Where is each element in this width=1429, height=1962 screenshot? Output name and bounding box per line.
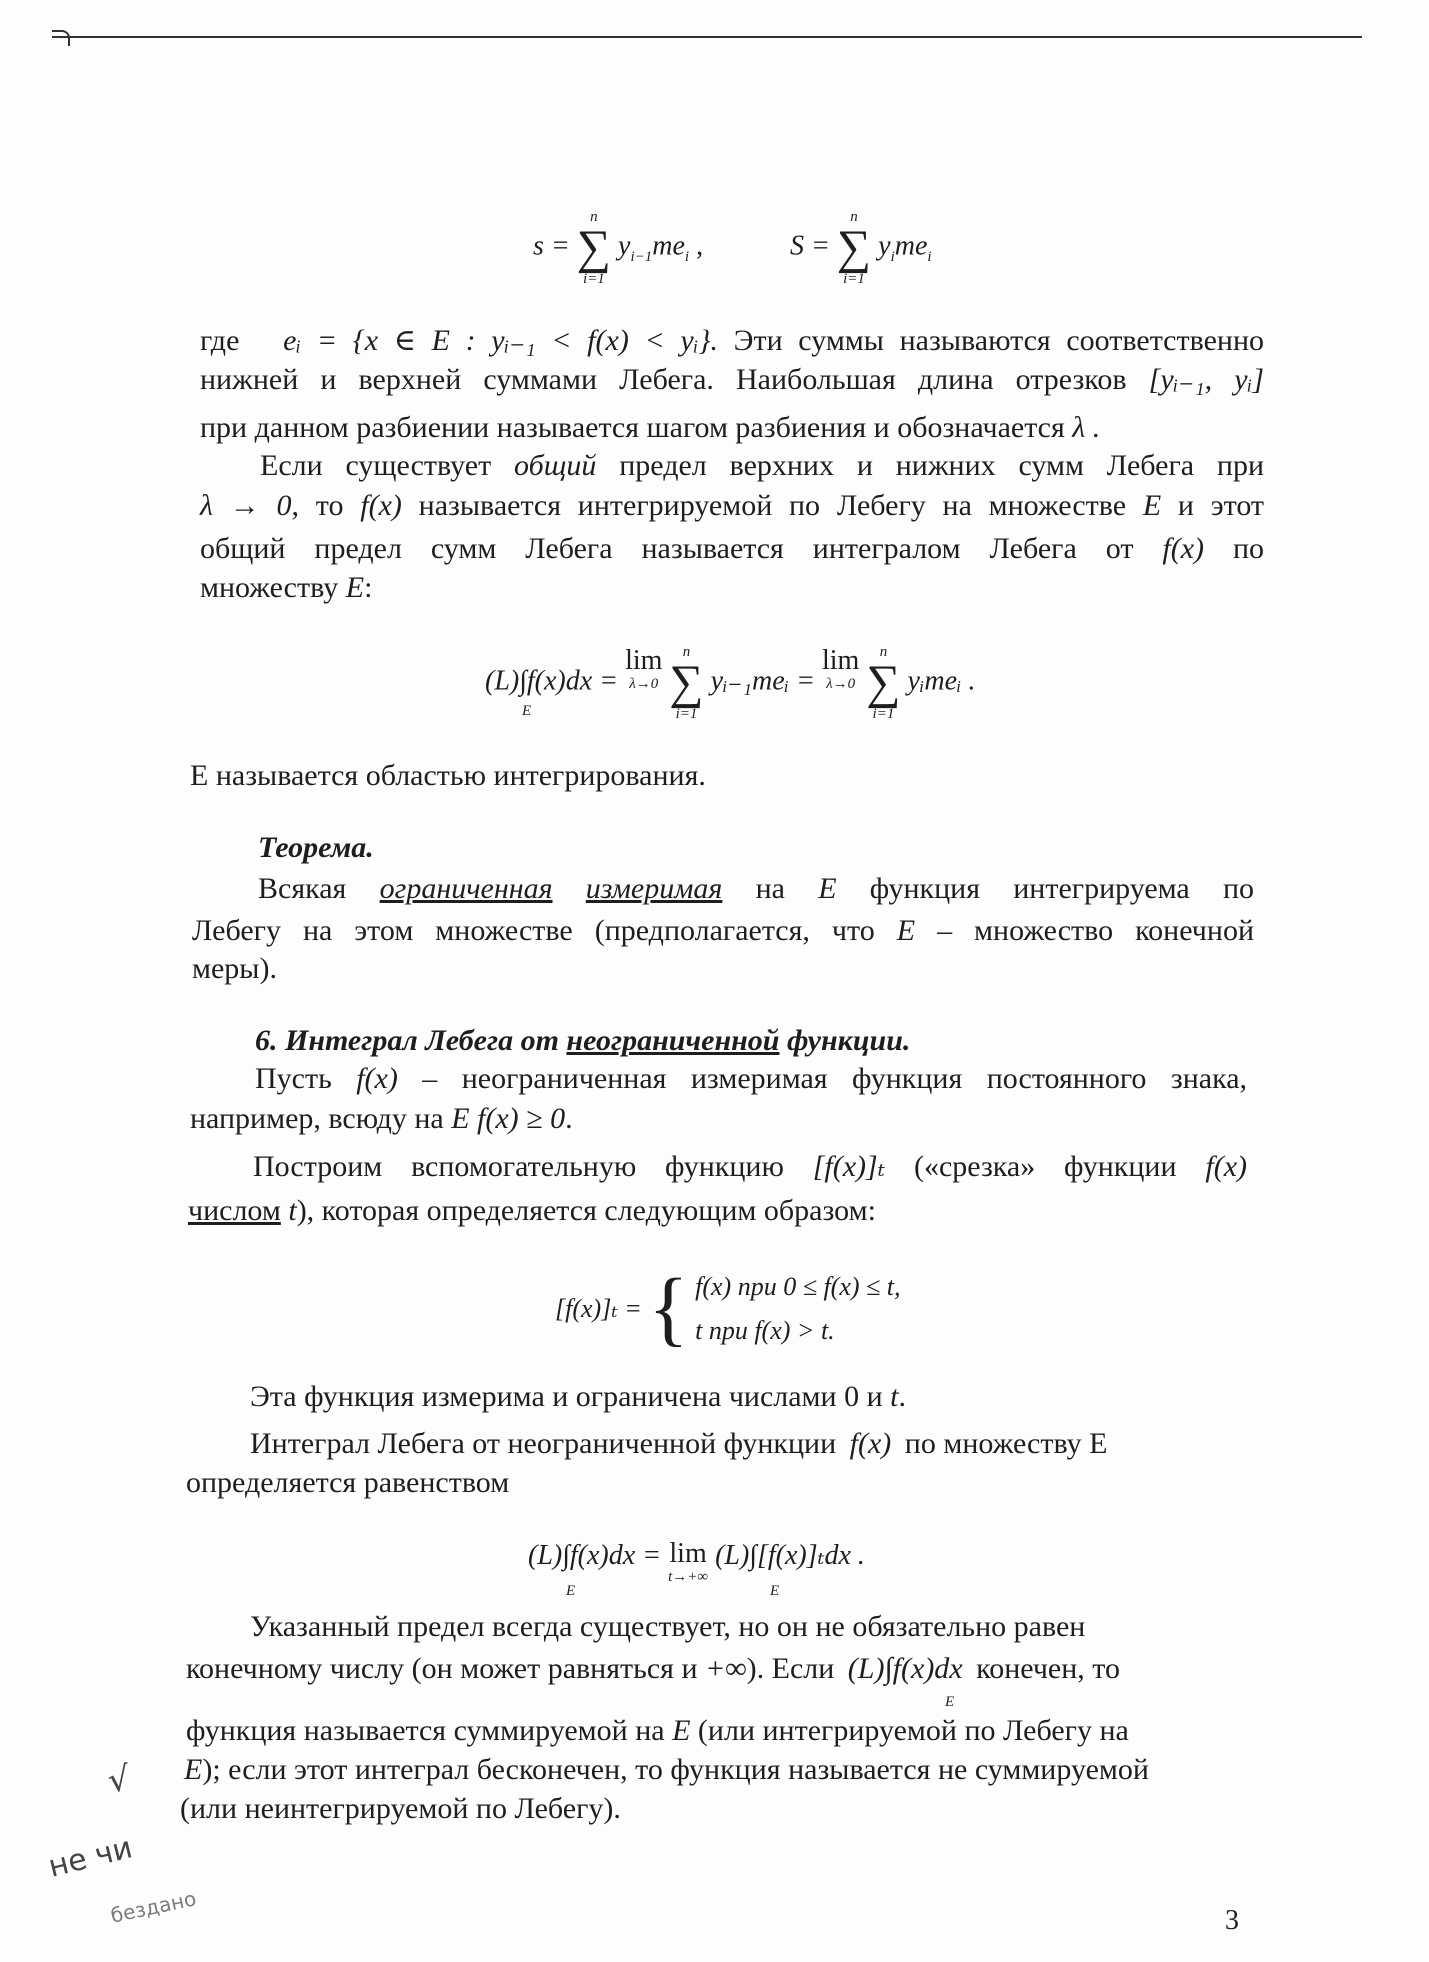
formula-inline: E xyxy=(818,872,837,905)
formula-inline: E xyxy=(345,571,365,604)
text: при данном разбиении называется шагом разбиения и обозначается xyxy=(200,411,1065,444)
sum-upper: n xyxy=(850,209,858,225)
text: функция называется суммируемой на xyxy=(186,1714,665,1747)
formula-sub: i xyxy=(890,249,895,266)
sum-symbol xyxy=(866,645,900,721)
formula-text: S = xyxy=(790,230,837,262)
formula-text: me xyxy=(894,230,928,262)
para4-line2 xyxy=(186,1650,1120,1688)
page-number: 3 xyxy=(1225,1905,1239,1936)
integral-domain-E-inline: E xyxy=(945,1694,955,1710)
lim-block xyxy=(668,1538,708,1584)
text: нижней и верхней суммами Лебега. Наибольшая длина отрезков xyxy=(200,363,1127,396)
formula-inline: E xyxy=(672,1714,691,1747)
formula-text: (L)∫f(x)dx = xyxy=(528,1540,669,1571)
lim-block xyxy=(822,645,859,691)
lim-text: lim xyxy=(669,1538,707,1569)
text: («срезка» функции xyxy=(913,1150,1177,1183)
formula-inline: +∞ xyxy=(705,1652,747,1685)
theorem-line3: меры). xyxy=(192,952,277,985)
text: Всякая xyxy=(258,872,347,905)
section6-p1-line1 xyxy=(255,1060,1247,1098)
handwritten-note-1: не чи xyxy=(45,1830,136,1885)
section6-p2-line2 xyxy=(188,1192,876,1230)
formula-unbounded-integral xyxy=(528,1538,865,1584)
text: по множеству Е xyxy=(904,1427,1108,1460)
formula-sub: i xyxy=(684,249,690,266)
text: и этот xyxy=(1177,489,1265,522)
formula-inline: E xyxy=(1142,489,1162,522)
section6-p1-line2 xyxy=(190,1100,573,1138)
para4-line5: (или неинтегрируемой по Лебегу). xyxy=(180,1792,621,1825)
text-underlined: числом xyxy=(188,1194,281,1227)
case-line: t при f(x) > t. xyxy=(695,1316,835,1345)
integral-domain-E-right: E xyxy=(770,1583,780,1599)
text: на xyxy=(755,872,785,905)
para3-line2 xyxy=(250,1425,1107,1463)
formula-lower-sum xyxy=(533,210,703,286)
para4-line3 xyxy=(186,1712,1129,1750)
text: Эти суммы называются соответственно xyxy=(733,324,1265,357)
text: например, всюду на xyxy=(190,1102,444,1135)
text-italic: общий xyxy=(514,449,597,482)
formula-cut-function xyxy=(555,1262,901,1355)
para3-line3: определяется равенством xyxy=(186,1466,510,1499)
formula-inline: E f(x) ≥ 0 xyxy=(451,1102,566,1135)
formula-text: yᵢmeᵢ . xyxy=(907,665,976,697)
text: общий предел сумм Лебега называется интегралом Лебега от xyxy=(200,532,1134,565)
theorem-line1 xyxy=(258,870,1254,908)
text: Эта функция измерима и ограничена числами 0 и xyxy=(250,1380,883,1413)
formula-text: me xyxy=(652,230,685,262)
para1-line2 xyxy=(200,361,1264,399)
para1-line3 xyxy=(200,409,1264,447)
text-underlined: ограниченная xyxy=(379,872,553,905)
formula-text: y xyxy=(618,230,631,262)
text: Лебегу на этом множестве (предполагается, что xyxy=(192,914,875,947)
formula-text: s = xyxy=(533,230,577,262)
text: – множество конечной xyxy=(937,914,1254,947)
formula-inline: f(x) xyxy=(356,1062,398,1095)
text: Интеграл Лебега от неограниченной функции xyxy=(250,1427,837,1460)
text-underlined: неограниченной xyxy=(566,1024,780,1057)
integral-domain-E-left: E xyxy=(566,1583,576,1599)
text: (или интегрируемой по Лебегу на xyxy=(697,1714,1129,1747)
para2-line3 xyxy=(200,530,1264,568)
case-line: f(x) при 0 ≤ f(x) ≤ t, xyxy=(695,1272,901,1301)
text: называется интегрируемой по Лебегу на множестве xyxy=(418,489,1127,522)
formula-upper-sum xyxy=(790,210,932,286)
formula-inline: [f(x)]ₜ xyxy=(812,1150,886,1183)
formula-sub: i−1 xyxy=(630,249,653,266)
formula-inline: [yᵢ₋₁, yᵢ] xyxy=(1148,363,1264,396)
sum-upper: n xyxy=(682,644,691,660)
text: ); если этот интеграл бесконечен, то функция называется не суммируемой xyxy=(202,1753,1149,1786)
formula-text: y xyxy=(878,230,891,262)
text: , то xyxy=(291,489,344,522)
corner-mark xyxy=(52,30,70,46)
sum-upper: n xyxy=(590,209,598,225)
sum-symbol xyxy=(669,645,703,721)
formula-inline: λ . xyxy=(1072,411,1101,444)
formula-text: [f(x)]ₜ = xyxy=(555,1294,649,1323)
text: ), которая определяется следующим образом: xyxy=(296,1194,876,1227)
formula-inline: f(x) xyxy=(1205,1150,1248,1183)
top-rule xyxy=(52,36,1362,38)
formula-inline: E xyxy=(896,914,916,947)
text: множеству xyxy=(200,571,339,604)
formula-inline: f(x) xyxy=(1162,532,1205,565)
domain-line: Е называется областью интегрирования. xyxy=(190,759,706,792)
text: функция интегрируема по xyxy=(869,872,1255,905)
text: . xyxy=(898,1380,906,1413)
lim-text: lim xyxy=(821,645,860,676)
text: Пусть xyxy=(255,1062,332,1095)
text: конечному числу (он может равняться и xyxy=(186,1652,698,1685)
para4-line4 xyxy=(184,1751,1149,1789)
left-brace: { xyxy=(648,1262,689,1355)
text: . xyxy=(565,1102,573,1135)
sum-lower: i=1 xyxy=(675,706,698,722)
formula-inline: f(x) xyxy=(360,489,402,522)
formula-text: (L)∫[f(x)]ₜdx . xyxy=(715,1540,865,1571)
theorem-line2 xyxy=(192,912,1254,950)
handwritten-note-2: бездано xyxy=(108,1886,199,1928)
sigma-glyph: ∑ xyxy=(669,656,704,709)
formula-inline: λ → 0 xyxy=(200,489,292,522)
text: Если существует xyxy=(260,449,492,482)
formula-inline: eᵢ = {x ∈ E : yᵢ₋₁ < f(x) < yᵢ}. xyxy=(283,324,718,357)
text: предел верхних и нижних сумм Лебега при xyxy=(619,449,1265,482)
para2-line2 xyxy=(200,487,1264,525)
formula-inline: (L)∫f(x)dx xyxy=(847,1652,963,1685)
text: по xyxy=(1232,532,1265,565)
section6-p2-line1 xyxy=(253,1148,1247,1186)
formula-sub: i xyxy=(927,249,932,266)
para2-line4 xyxy=(200,569,372,607)
lim-sub: λ→0 xyxy=(629,676,659,692)
text: 6. Интеграл Лебега от xyxy=(255,1024,559,1057)
para4-line1: Указанный предел всегда существует, но он не обязательно равен xyxy=(250,1610,1086,1643)
text-underlined: измеримая xyxy=(585,872,723,905)
text: – неограниченная измеримая функция постоянного знака, xyxy=(422,1062,1248,1095)
para1-line1 xyxy=(200,322,1264,360)
sum-lower: i=1 xyxy=(583,271,605,287)
text: конечен, то xyxy=(976,1652,1120,1685)
formula-text: (L)∫f(x)dx = xyxy=(485,665,626,697)
formula-inline: E xyxy=(184,1753,203,1786)
sum-symbol xyxy=(837,210,871,286)
formula-inline: t xyxy=(288,1194,297,1227)
sum-upper: n xyxy=(879,644,888,660)
sigma-glyph: ∑ xyxy=(866,656,901,709)
sum-symbol xyxy=(577,210,611,286)
formula-lebesgue-integral xyxy=(485,645,975,721)
sigma-glyph: ∑ xyxy=(576,221,612,274)
sigma-glyph: ∑ xyxy=(836,221,872,274)
lim-text: lim xyxy=(625,645,663,676)
text: Построим вспомогательную функцию xyxy=(253,1150,784,1183)
lim-block xyxy=(625,645,662,691)
theorem-title: Теорема. xyxy=(258,831,374,864)
para2-line1 xyxy=(260,447,1264,485)
lim-sub: t→+∞ xyxy=(668,1569,709,1585)
sum-lower: i=1 xyxy=(872,706,895,722)
section6-title xyxy=(255,1022,910,1060)
formula-inline: t xyxy=(890,1380,899,1413)
text: где xyxy=(200,324,240,357)
para3-line1 xyxy=(250,1378,906,1416)
text: : xyxy=(364,571,373,604)
text: функции. xyxy=(786,1024,911,1057)
formula-text: yᵢ₋₁meᵢ = xyxy=(710,665,822,697)
integral-domain-E: E xyxy=(522,703,532,719)
text: ). Если xyxy=(746,1652,835,1685)
cases xyxy=(695,1265,900,1353)
formula-inline: f(x) xyxy=(849,1427,892,1460)
formula-sep: , xyxy=(696,230,704,262)
handwritten-check-mark: √ xyxy=(105,1758,133,1802)
sum-lower: i=1 xyxy=(843,271,865,287)
lim-sub: λ→0 xyxy=(826,676,856,692)
